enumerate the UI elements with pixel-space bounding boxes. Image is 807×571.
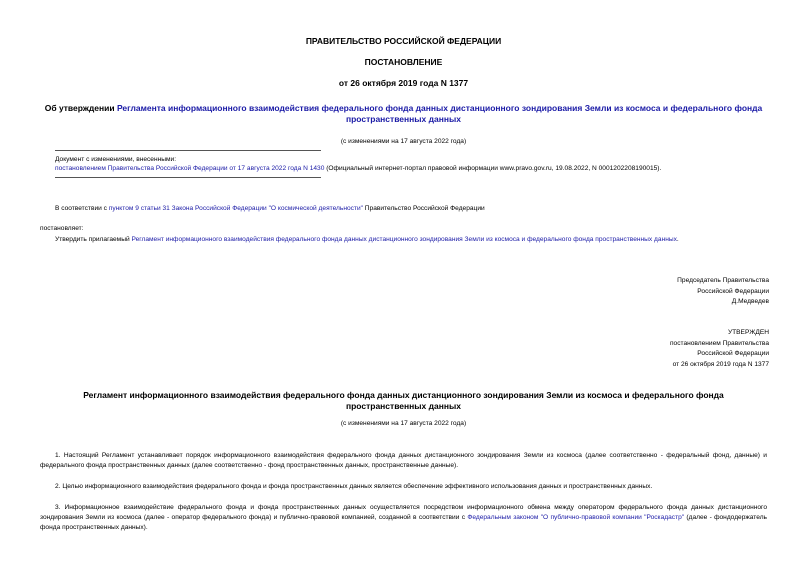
regulation-amended-note: (с изменениями на 17 августа 2022 года) — [340, 420, 467, 427]
government-heading: ПРАВИТЕЛЬСТВО РОССИЙСКОЙ ФЕДЕРАЦИИ — [305, 36, 502, 46]
decides-text: постановляет: — [40, 225, 84, 232]
divider — [55, 177, 321, 178]
approved-date: от 26 октября 2019 года N 1377 — [672, 360, 769, 368]
approve-clause — [55, 235, 775, 245]
title-prefix: Об утверждении — [44, 103, 117, 113]
changes-note — [55, 164, 775, 173]
amending-decree-link[interactable]: постановлением Правительства Российской Федерации от 17 августа 2022 года N 1430 — [55, 165, 325, 172]
paragraph-2: 2. Целью информационного взаимодействия федерального фонда и фонда пространственных данных является обеспечение эффективного использования данных и пространственных данных. — [55, 483, 653, 490]
changes-source: (Официальный интернет-портал правовой информации www.pravo.gov.ru, 19.08.2022, N 0001202208190015). — [324, 165, 662, 172]
paragraph-3-prefix: 3. Информационное взаимодействие федерального фонда и фонда пространственных данных осуществляется посредством информационного обмена между оператором федерального фонда данных дистанционного зондирования Земли из космоса (далее - оператор федерального фонда) и публично-правовой компанией, созданной в соответствии с — [40, 504, 767, 521]
space-activity-law-link[interactable]: пунктом 9 статьи 31 Закона Российской Федерации "О космической деятельности" — [108, 205, 363, 212]
approve-prefix: Утвердить прилагаемый — [55, 236, 132, 243]
divider — [55, 150, 321, 151]
approved-regulation-link[interactable]: Регламент информационного взаимодействия федерального фонда данных дистанционного зондирования Земли из космоса и федерального фонда пространственных данных — [131, 236, 677, 243]
approved-country: Российской Федерации — [697, 350, 769, 357]
preamble-prefix: В соответствии с — [55, 205, 109, 212]
title-regulation-link[interactable]: Регламента информационного взаимодействия федерального фонда данных дистанционного зондирования Земли из космоса и федерального фонда пространственных данных — [116, 103, 763, 124]
paragraph-3 — [40, 503, 767, 533]
approve-suffix: . — [676, 236, 679, 243]
roskadastr-law-link[interactable]: Федеральным законом "О публично-правовой компании "Роскадастр" — [467, 514, 685, 521]
document-date-number: от 26 октября 2019 года N 1377 — [338, 78, 469, 88]
document-title — [40, 103, 767, 125]
signature-name: Д.Медведев — [731, 298, 769, 305]
changes-label: Документ с изменениями, внесенными: — [55, 156, 177, 163]
signature-country: Российской Федерации — [697, 287, 769, 295]
title-amended-note: (с изменениями на 17 августа 2022 года) — [340, 138, 467, 145]
paragraph-1: 1. Настоящий Регламент устанавливает порядок информационного взаимодействия федерального фонда данных дистанционного зондирования Земли из космоса (далее соответственно - федеральный фонд, данные) и федерального фонда пространственных данных (далее соответственно - фонд пространственных данных, пространственные данные). — [40, 452, 767, 469]
document-type: ПОСТАНОВЛЕНИЕ — [364, 57, 443, 67]
approved-by: постановлением Правительства — [669, 339, 769, 347]
signature-position: Председатель Правительства — [677, 277, 769, 284]
preamble-suffix: Правительство Российской Федерации — [362, 205, 485, 212]
paragraph-3-suffix: (далее - фондодержатель фонда пространственных данных). — [40, 514, 767, 531]
preamble — [55, 204, 775, 214]
regulation-title: Регламент информационного взаимодействия федерального фонда данных дистанционного зондирования Земли из космоса и федерального фонда пространственных данных — [83, 390, 724, 411]
signature-block — [677, 276, 769, 308]
approval-stamp — [670, 328, 769, 370]
approved-label: УТВЕРЖДЕН — [727, 329, 769, 336]
